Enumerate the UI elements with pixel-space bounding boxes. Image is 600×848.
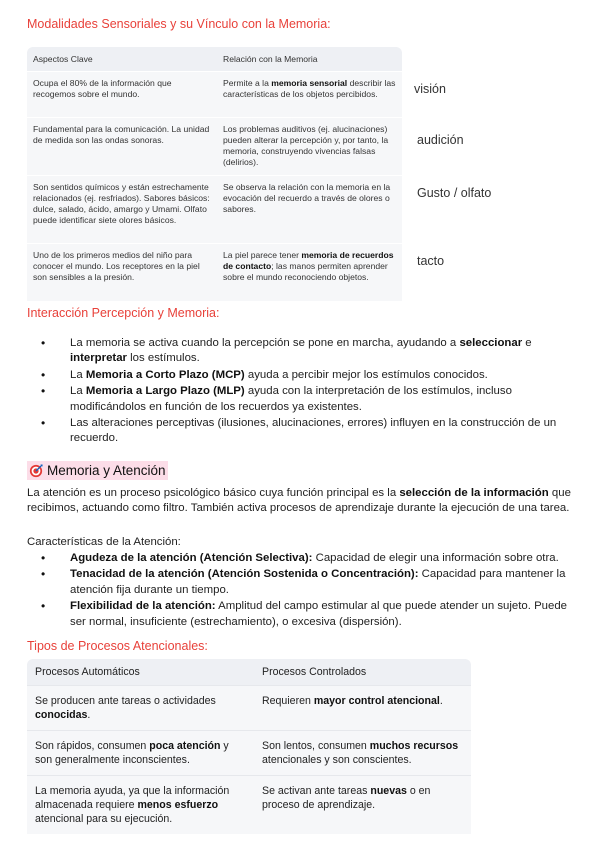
table-row: [27, 686, 471, 731]
target-icon: [29, 464, 43, 478]
table-cell: Uno de los primeros medios del niño para conocer el mundo. Los receptores en la piel son sensibles a la presión.: [27, 244, 217, 302]
list-item: • Tenacidad de la atención (Atención Sostenida o Concentración): Capacidad para mantener la atención fija durante un tiempo.: [27, 567, 572, 598]
table-row: [27, 72, 402, 118]
table-cell: Son rápidos, consumen poca atención y son generalmente inconscientes.: [27, 731, 254, 776]
table-cell: Se producen ante tareas o actividades conocidas.: [27, 686, 254, 731]
section-heading-modalidades: Modalidades Sensoriales y su Vínculo con la Memoria:: [27, 17, 331, 31]
attention-features-list: [27, 551, 572, 631]
list-item: • La Memoria a Corto Plazo (MCP) ayuda a percibir mejor los estímulos conocidos.: [27, 368, 572, 383]
table-row: [27, 176, 402, 244]
sense-label-vision: visión: [414, 82, 446, 96]
interaction-bullet-list: [27, 336, 572, 448]
sensory-modalities-table: [27, 47, 402, 301]
list-item: • La Memoria a Largo Plazo (MLP) ayuda con la interpretación de los estímulos, incluso modificándolos en función de los recuerdos ya existentes.: [27, 384, 572, 415]
table-row: [27, 776, 471, 835]
table-row: [27, 731, 471, 776]
table-cell: Son sentidos químicos y están estrechamente relacionados (ej. resfriados). Sabores básicos: dulce, salado, ácido, amargo y Umami. Olfato puede identificar siete olores básicos.: [27, 176, 217, 244]
table-cell: Fundamental para la comunicación. La unidad de medida son las ondas sonoras.: [27, 118, 217, 176]
table-cell: La memoria ayuda, ya que la información almacenada requiere menos esfuerzo atencional para su ejecución.: [27, 776, 254, 835]
table-cell: Se observa la relación con la memoria en la evocación del recuerdo a través de olores o sabores.: [217, 176, 402, 244]
table-cell: Ocupa el 80% de la información que recogemos sobre el mundo.: [27, 72, 217, 118]
table-cell: Se activan ante tareas nuevas o en proceso de aprendizaje.: [254, 776, 471, 835]
table-cell: Permite a la memoria sensorial describir las características de los objetos percibidos.: [217, 72, 402, 118]
list-item: • Las alteraciones perceptivas (ilusiones, alucinaciones, errores) influyen en la construcción de un recuerdo.: [27, 416, 572, 447]
attention-features-label: Características de la Atención:: [27, 536, 181, 548]
sense-label-audicion: audición: [417, 133, 464, 147]
list-item: • Agudeza de la atención (Atención Selectiva): Capacidad de elegir una información sobre otra.: [27, 551, 572, 566]
table-cell: Requieren mayor control atencional.: [254, 686, 471, 731]
section-heading-tipos-procesos: Tipos de Procesos Atencionales:: [27, 639, 208, 653]
list-item: • Flexibilidad de la atención: Amplitud del campo estimular al que puede atender un sujeto. Puede ser normal, insuficiente (estrechamiento), o excesiva (dispersión).: [27, 599, 572, 630]
table-cell: La piel parece tener memoria de recuerdos de contacto; las manos permiten aprender sobre el mundo reconociendo objetos.: [217, 244, 402, 302]
sense-label-gusto-olfato: Gusto / olfato: [417, 186, 492, 200]
section-title-text: Memoria y Atención: [47, 463, 166, 478]
table-header-relacion: Relación con la Memoria: [217, 47, 402, 72]
table-cell: Los problemas auditivos (ej. alucinaciones) pueden alterar la percepción y, por tanto, la memoria, construyendo vivencias falsas (delirios).: [217, 118, 402, 176]
table-cell: Son lentos, consumen muchos recursos atencionales y son conscientes.: [254, 731, 471, 776]
table-header-controlados: Procesos Controlados: [254, 659, 471, 686]
section-title-memoria-atencion: [27, 461, 168, 480]
list-item: • La memoria se activa cuando la percepción se pone en marcha, ayudando a seleccionar e interpretar los estímulos.: [27, 336, 572, 367]
table-row: [27, 244, 402, 302]
table-header-automaticos: Procesos Automáticos: [27, 659, 254, 686]
sense-label-tacto: tacto: [417, 254, 445, 268]
table-row: [27, 118, 402, 176]
section-heading-interaccion: Interacción Percepción y Memoria:: [27, 306, 220, 320]
table-header-aspectos: Aspectos Clave: [27, 47, 217, 72]
attention-intro-paragraph: La atención es un proceso psicológico básico cuya función principal es la selección de la información que recibimos, actuando como filtro. También activa procesos de aprendizaje durante la ejecución de una tarea.: [27, 487, 571, 515]
attention-processes-table: [27, 659, 471, 834]
